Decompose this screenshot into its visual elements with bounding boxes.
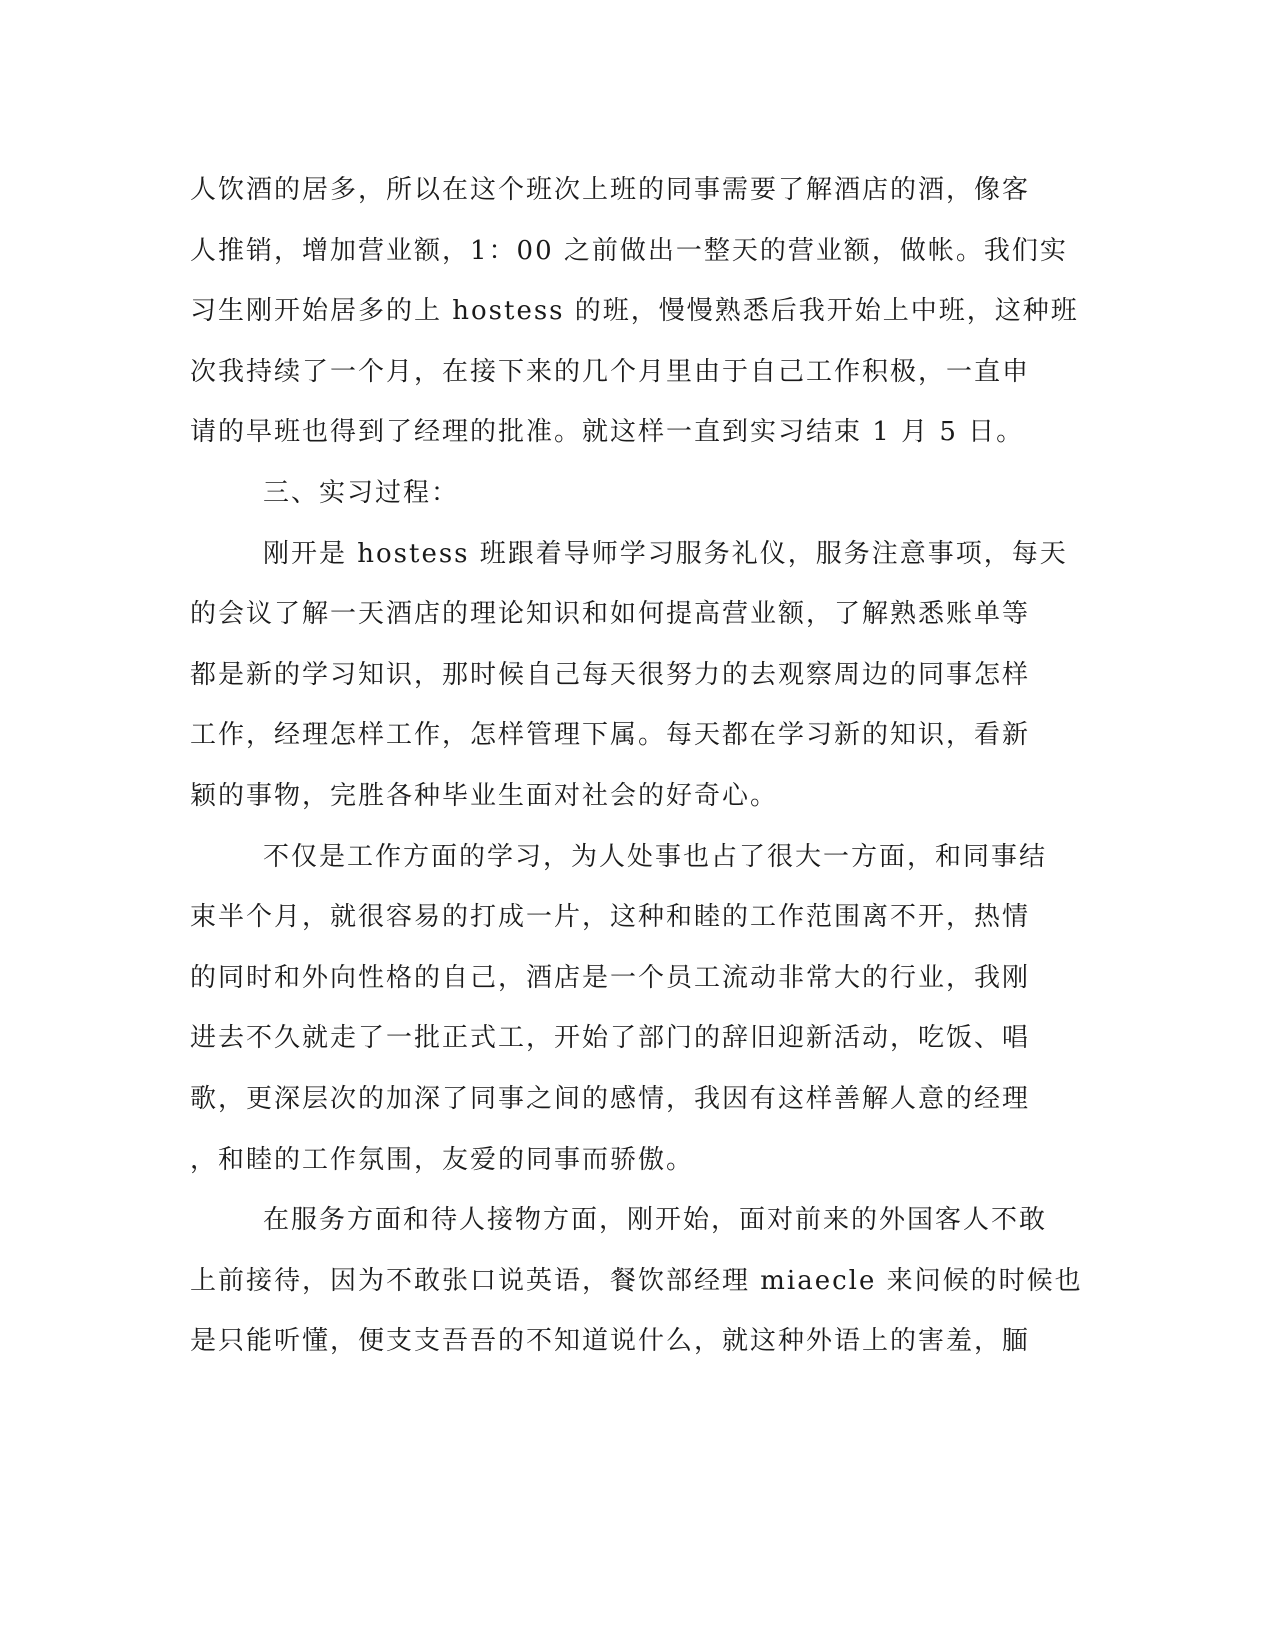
paragraph-line: 歌，更深层次的加深了同事之间的感情，我因有这样善解人意的经理	[190, 1083, 1031, 1114]
paragraph-line: 人饮酒的居多，所以在这个班次上班的同事需要了解酒店的酒，像客	[190, 175, 1031, 205]
paragraph-line: 不仅是工作方面的学习，为人处事也占了很大一方面，和同事结	[263, 841, 1048, 872]
paragraph-line: 次我持续了一个月，在接下来的几个月里由于自己工作积极，一直申	[190, 356, 1031, 387]
paragraph-line: ，和睦的工作氛围，友爱的同事而骄傲。	[190, 1144, 695, 1175]
paragraph-line: 在服务方面和待人接物方面，刚开始，面对前来的外国客人不敢	[263, 1205, 1048, 1236]
paragraph-line: 习生刚开始居多的上 hostess 的班，慢慢熟悉后我开始上中班，这种班	[190, 296, 1079, 327]
document-body	[190, 160, 1090, 1372]
paragraph-line: 的同时和外向性格的自己，酒店是一个员工流动非常大的行业，我刚	[190, 962, 1031, 993]
paragraph-line: 请的早班也得到了经理的批准。就这样一直到实习结束 1 月 5 日。	[190, 417, 1025, 448]
paragraph-line: 束半个月，就很容易的打成一片，这种和睦的工作范围离不开，热情	[190, 902, 1031, 933]
paragraph-line: 进去不久就走了一批正式工，开始了部门的辞旧迎新活动，吃饭、唱	[190, 1023, 1031, 1054]
paragraph-line: 刚开是 hostess 班跟着导师学习服务礼仪，服务注意事项，每天	[263, 538, 1068, 569]
paragraph-line: 人推销，增加营业额，1：00 之前做出一整天的营业额，做帐。我们实	[190, 235, 1068, 266]
paragraph-line: 工作，经理怎样工作，怎样管理下属。每天都在学习新的知识，看新	[190, 720, 1031, 751]
paragraph-line: 是只能听懂，便支支吾吾的不知道说什么，就这种外语上的害羞，腼	[190, 1326, 1031, 1357]
section-heading: 三、实习过程：	[263, 477, 460, 508]
paragraph-line: 上前接待，因为不敢张口说英语，餐饮部经理 miaecle 来问候的时候也	[190, 1265, 1083, 1296]
paragraph-line: 颖的事物，完胜各种毕业生面对社会的好奇心。	[190, 780, 779, 811]
paragraph-line: 的会议了解一天酒店的理论知识和如何提高营业额，了解熟悉账单等	[190, 599, 1031, 630]
paragraph-line: 都是新的学习知识，那时候自己每天很努力的去观察周边的同事怎样	[190, 659, 1031, 690]
